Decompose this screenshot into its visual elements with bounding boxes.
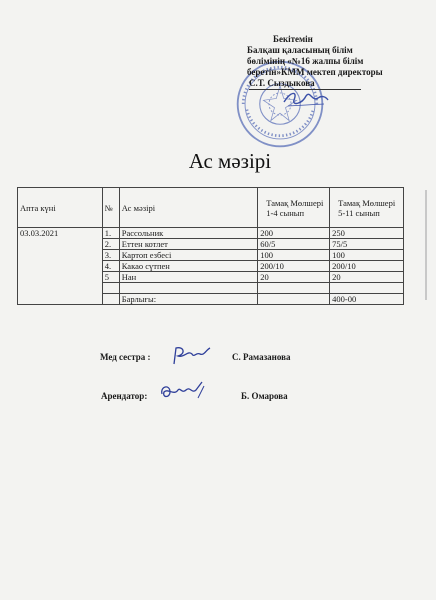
row-number: 3.: [102, 250, 119, 261]
menu-header-row: [18, 188, 404, 228]
director-signature: [280, 88, 330, 110]
portion-5-11: 20: [330, 272, 404, 283]
row-number: 4.: [102, 261, 119, 272]
row-number: 1.: [102, 228, 119, 239]
scan-artifact: [425, 190, 427, 300]
approval-line-4: С.Т. Сыздыкова: [249, 78, 361, 90]
tenant-signature: [158, 378, 212, 406]
approval-line-3: беретін»КММ мектеп директоры: [247, 67, 383, 77]
portion-1-4: 100: [258, 250, 330, 261]
dish-name: Еттен котлет: [119, 239, 258, 250]
portion-5-11: 100: [330, 250, 404, 261]
total-label: Барлығы:: [119, 294, 258, 305]
header-number: №: [102, 188, 119, 228]
portion-5-11: 250: [330, 228, 404, 239]
page-title: Ас мәзірі: [188, 149, 272, 173]
portion-1-4: 200: [258, 228, 330, 239]
approval-title: Бекітемін: [273, 34, 313, 44]
menu-table: [17, 187, 404, 305]
portion-5-11: 75/5: [330, 239, 404, 250]
portion-5-11: 200/10: [330, 261, 404, 272]
date-cell: 03.03.2021: [18, 228, 103, 305]
dish-name: Картоп езбесі: [119, 250, 258, 261]
table-row: [18, 228, 404, 239]
dish-name: Нан: [119, 272, 258, 283]
portion-1-4: 200/10: [258, 261, 330, 272]
approval-block: [247, 34, 432, 90]
tenant-name: Б. Омарова: [241, 391, 288, 401]
approval-line-2: бөлімінің «№16 жалпы білім: [247, 56, 364, 66]
header-menu: Ас мәзірі: [119, 188, 258, 228]
row-number: 2.: [102, 239, 119, 250]
tenant-label: Арендатор:: [101, 391, 148, 401]
nurse-name: С. Рамазанова: [232, 352, 291, 362]
row-number: 5: [102, 272, 119, 283]
dish-name: Какао сүтпен: [119, 261, 258, 272]
nurse-label: Мед сестра :: [100, 352, 151, 362]
dish-name: Рассольник: [119, 228, 258, 239]
approval-line-1: Балқаш қаласының білім: [247, 45, 353, 55]
header-portion-1-4: Тамақ Мөлшері 1-4 сынып: [258, 188, 330, 228]
header-week-day: Апта күні: [18, 188, 103, 228]
nurse-signature: [170, 344, 214, 368]
portion-1-4: 20: [258, 272, 330, 283]
total-value: 400-00: [330, 294, 404, 305]
portion-1-4: 60/5: [258, 239, 330, 250]
header-portion-5-11: Тамақ Мөлшері 5-11 сынып: [330, 188, 404, 228]
